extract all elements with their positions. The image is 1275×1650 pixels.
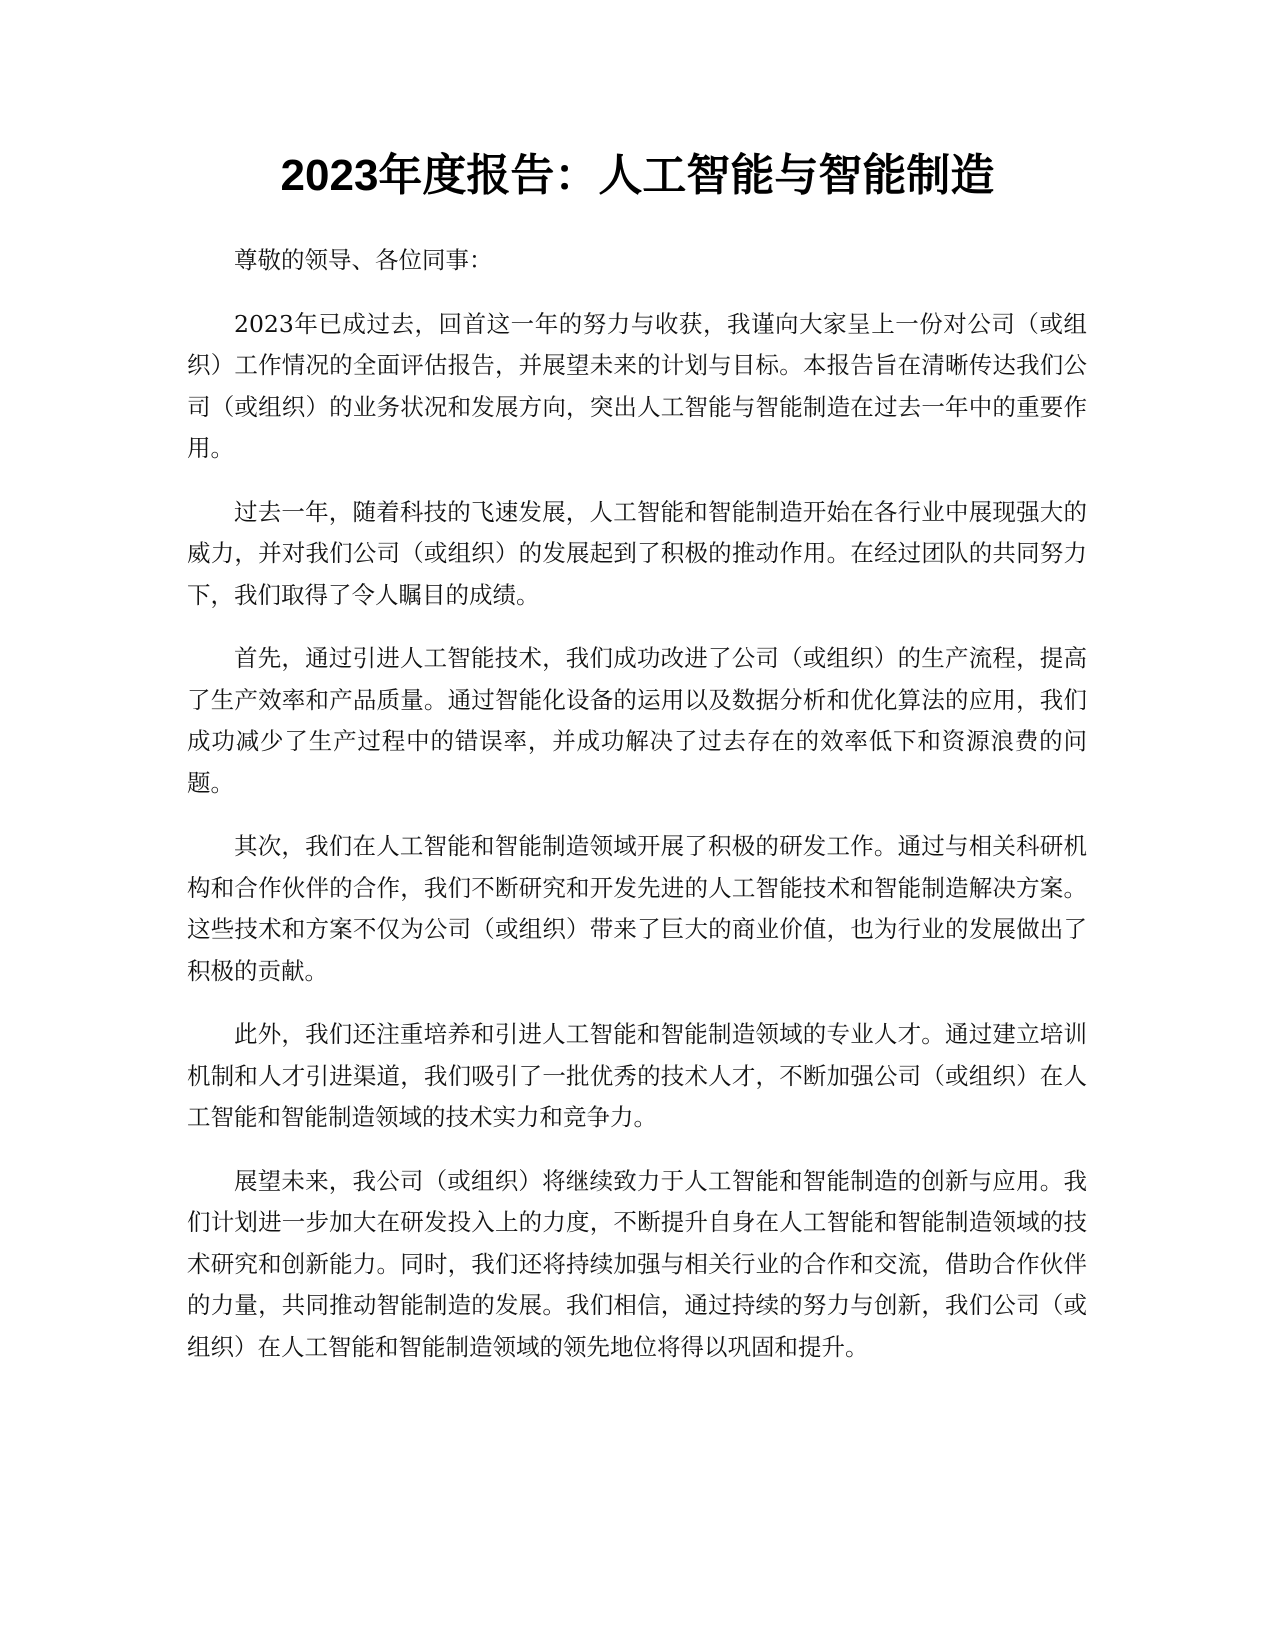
paragraph-second: 其次，我们在人工智能和智能制造领域开展了积极的研发工作。通过与相关科研机构和合作伙伴的合作，我们不断研究和开发先进的人工智能技术和智能制造解决方案。这些技术和方案不仅为公司（或组织）带来了巨大的商业价值，也为行业的发展做出了积极的贡献。: [187, 832, 1087, 985]
paragraph-past-year: 过去一年，随着科技的飞速发展，人工智能和智能制造开始在各行业中展现强大的威力，并对我们公司（或组织）的发展起到了积极的推动作用。在经过团队的共同努力下，我们取得了令人瞩目的成绩。: [187, 497, 1087, 609]
paragraph-outlook: 展望未来，我公司（或组织）将继续致力于人工智能和智能制造的创新与应用。我们计划进一步加大在研发投入上的力度，不断提升自身在人工智能和智能制造领域的技术研究和创新能力。同时，我们还将持续加强与相关行业的合作和交流，借助合作伙伴的力量，共同推动智能制造的发展。我们相信，通过持续的努力与创新，我们公司（或组织）在人工智能和智能制造领域的领先地位将得以巩固和提升。: [187, 1166, 1087, 1361]
document-body: [187, 240, 1087, 1390]
paragraph-intro: 2023年已成过去，回首这一年的努力与收获，我谨向大家呈上一份对公司（或组织）工作情况的全面评估报告，并展望未来的计划与目标。本报告旨在清晰传达我们公司（或组织）的业务状况和发展方向，突出人工智能与智能制造在过去一年中的重要作用。: [187, 309, 1087, 462]
paragraph-talent: 此外，我们还注重培养和引进人工智能和智能制造领域的专业人才。通过建立培训机制和人才引进渠道，我们吸引了一批优秀的技术人才，不断加强公司（或组织）在人工智能和智能制造领域的技术实力和竞争力。: [187, 1020, 1087, 1131]
salutation: 尊敬的领导、各位同事：: [234, 246, 493, 274]
document-title: 2023年度报告：人工智能与智能制造: [280, 151, 995, 200]
paragraph-first: 首先，通过引进人工智能技术，我们成功改进了公司（或组织）的生产流程，提高了生产效率和产品质量。通过智能化设备的运用以及数据分析和优化算法的应用，我们成功减少了生产过程中的错误率，并成功解决了过去存在的效率低下和资源浪费的问题。: [187, 644, 1087, 797]
